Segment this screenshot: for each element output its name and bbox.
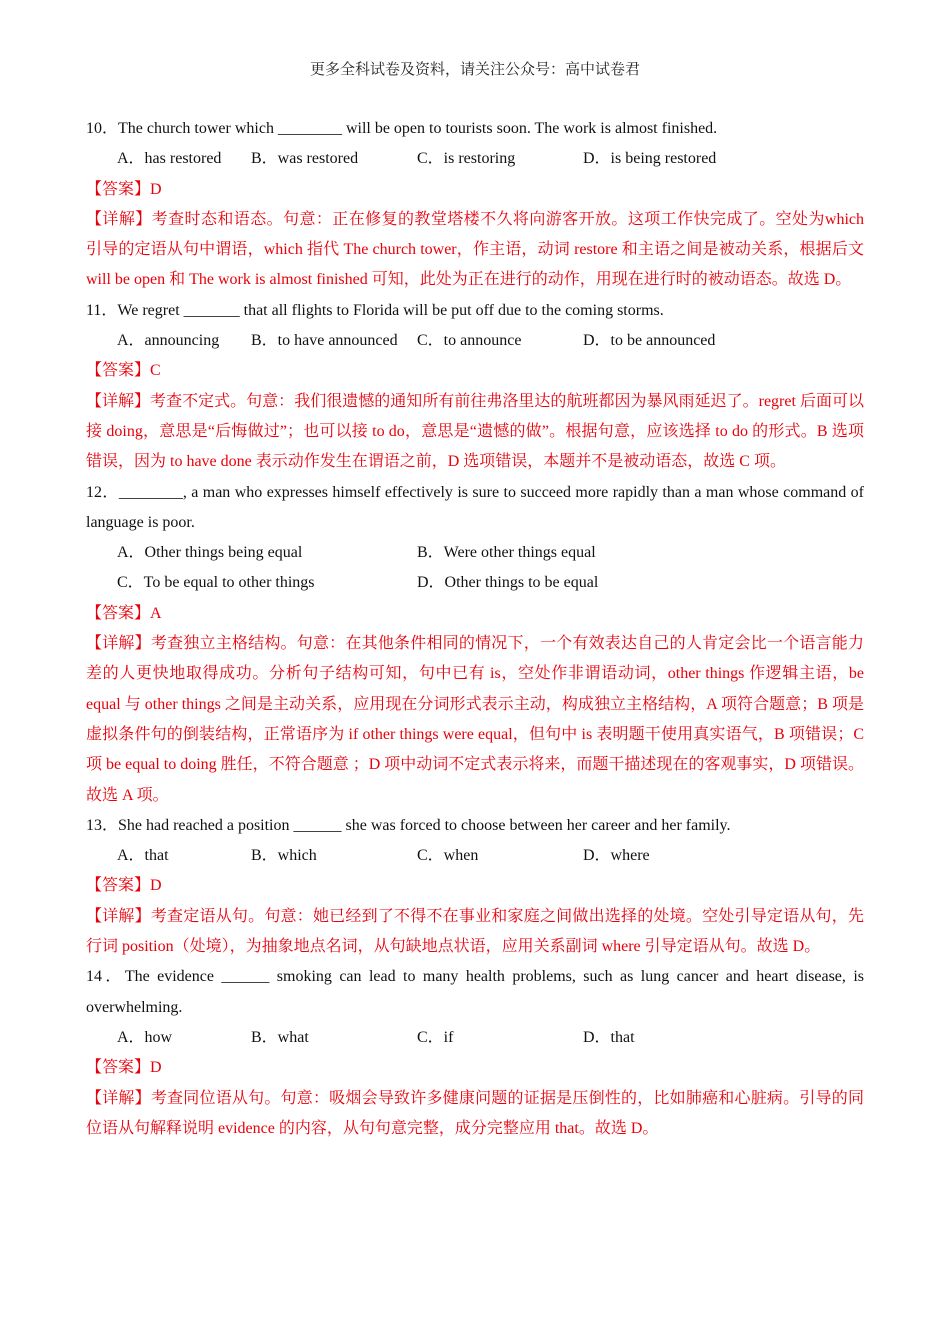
option-c: C．to announce xyxy=(417,332,522,350)
option-b: B．to have announced xyxy=(251,332,398,350)
option-d: D．is being restored xyxy=(583,150,717,168)
options-row xyxy=(86,1023,864,1053)
question-list xyxy=(86,114,864,1144)
question-12 xyxy=(86,478,864,811)
option-c: C．when xyxy=(417,847,479,865)
option-c: C．is restoring xyxy=(417,150,516,168)
explanation: 【详解】考查同位语从句。句意：吸烟会导致许多健康问题的证据是压倒性的，比如肺癌和心脏病。引导的同位语从句解释说明 evidence 的内容，从句句意完整，成分完整应用 that。故选 D。 xyxy=(86,1089,864,1137)
option-a: A．that xyxy=(117,847,169,865)
question-stem: 14．The evidence ______ smoking can lead to many health problems, such as lung cancer and heart disease, is overwhelming. xyxy=(86,968,864,1016)
explanation: 【详解】考查独立主格结构。句意：在其他条件相同的情况下，一个有效表达自己的人肯定会比一个语言能力差的人更快地取得成功。分析句子结构可知，句中已有 is，空处作非谓语动词，other things 作逻辑主语，be equal 与 other things 之间是主动关系，应用现在分词形式表示主动，构成独立主格结构，A 项符合题意；B 项是虚拟条件句的倒装结构，正常语序为 if other things were equal，但句中 is 表明题干使用真实语气，B 项错误；C 项 be equal to doing 胜任，不符合题意 ；D 项中动词不定式表示将来，而题干描述现在的客观事实，D 项错误。故选 A 项。 xyxy=(86,635,864,804)
question-13 xyxy=(86,811,864,962)
option-b: B．was restored xyxy=(251,150,359,168)
option-c: C．if xyxy=(417,1028,454,1046)
page-header: 更多全科试卷及资料，请关注公众号：高中试卷君 xyxy=(309,62,640,78)
answer: 【答案】C xyxy=(86,362,161,380)
option-b: B．what xyxy=(251,1028,309,1046)
option-d: D．where xyxy=(583,847,650,865)
option-a: A．how xyxy=(117,1028,173,1046)
options-row xyxy=(86,568,864,598)
answer: 【答案】D xyxy=(86,1059,162,1077)
question-stem: 11．We regret _______ that all flights to Florida will be put off due to the coming storms. xyxy=(86,301,664,319)
question-stem: 12．________, a man who expresses himself effectively is sure to succeed more rapidly than a man whose command of language is poor. xyxy=(86,483,864,531)
option-a: A．Other things being equal xyxy=(117,544,303,562)
question-10 xyxy=(86,114,864,296)
question-11 xyxy=(86,296,864,478)
option-b: B．which xyxy=(251,847,317,865)
answer: 【答案】A xyxy=(86,604,162,622)
option-c: C．To be equal to other things xyxy=(117,574,315,592)
option-a: A．has restored xyxy=(117,150,222,168)
explanation: 【详解】考查定语从句。句意：她已经到了不得不在事业和家庭之间做出选择的处境。空处引导定语从句，先行词 position（处境），为抽象地点名词，从句缺地点状语，应用关系副词 where 引导定语从句。故选 D。 xyxy=(86,907,864,956)
question-stem: 10．The church tower which ________ will be open to tourists soon. The work is almost finished. xyxy=(86,120,718,137)
explanation: 【详解】考查时态和语态。句意：正在修复的教堂塔楼不久将向游客开放。这项工作快完成了。空处为which 引导的定语从句中谓语，which 指代 The church tower，作主语，动词 restore 和主语之间是被动关系，根据后文 will be open 和 The work is almost finished 可知，此处为正在进行的动作，用现在进行时的被动语态。故选 D。 xyxy=(86,210,864,289)
question-14 xyxy=(86,962,864,1144)
options-row xyxy=(86,144,864,174)
option-d: D．Other things to be equal xyxy=(417,574,599,592)
option-a: A．announcing xyxy=(117,332,220,350)
options-row xyxy=(86,538,864,568)
question-stem: 13．She had reached a position ______ she was forced to choose between her career and her family. xyxy=(86,816,731,834)
option-d: D．to be announced xyxy=(583,332,716,350)
explanation: 【详解】考查不定式。句意：我们很遗憾的通知所有前往弗洛里达的航班都因为暴风雨延迟了。regret 后面可以接 doing，意思是“后悔做过”；也可以接 to do，意思是“遗憾的做”。根据句意，应该选择 to do 的形式。B 选项错误，因为 to have done 表示动作发生在谓语之前，D 选项错误，本题并不是被动语态，故选 C 项。 xyxy=(86,392,864,471)
options-row xyxy=(86,326,864,356)
answer: 【答案】D xyxy=(86,877,162,895)
option-d: D．that xyxy=(583,1028,635,1046)
option-b: B．Were other things equal xyxy=(417,544,596,562)
options-row xyxy=(86,841,864,871)
answer: 【答案】D xyxy=(86,180,162,198)
